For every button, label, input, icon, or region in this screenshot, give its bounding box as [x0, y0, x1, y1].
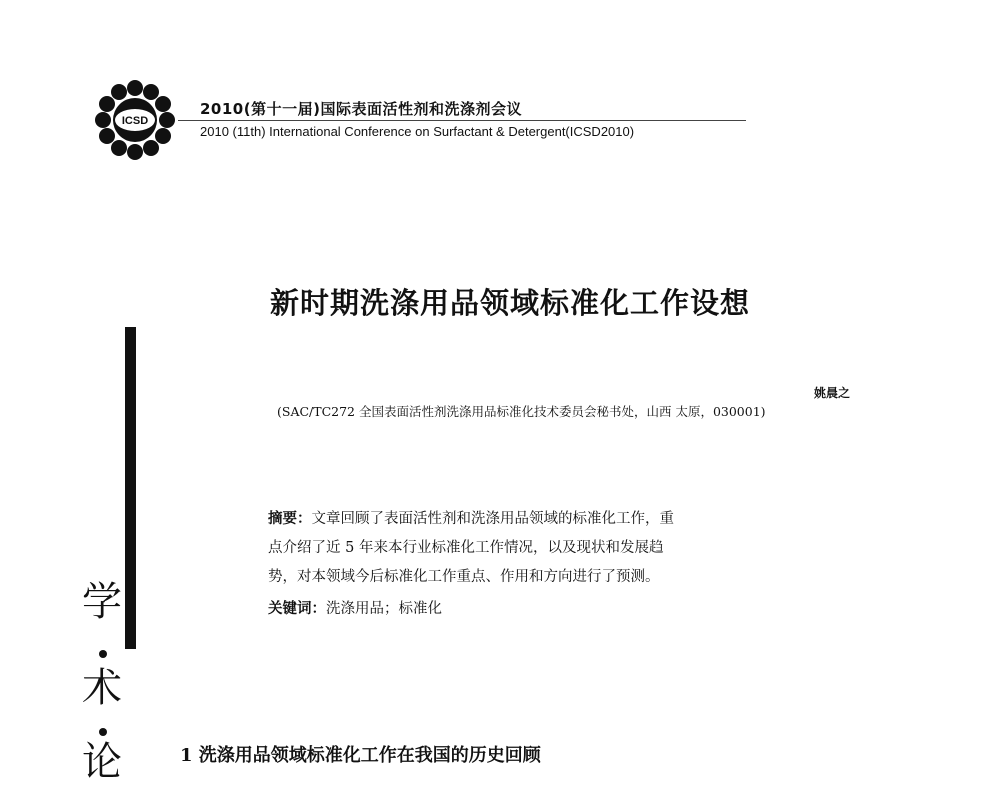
header-rule [178, 120, 746, 121]
sidebar-dot [99, 650, 107, 658]
icsd-logo [93, 78, 177, 162]
sidebar-char-lun: 论 [82, 739, 122, 785]
abstract [268, 504, 778, 592]
keywords-label: 关键词： [268, 600, 326, 617]
paper-author: 姚晨之 [813, 386, 850, 400]
conference-title-cn: 2010(第十一届)国际表面活性剂和洗涤剂会议 [200, 100, 522, 118]
keywords-value: 洗涤用品；标准化 [326, 601, 442, 617]
conference-title-en: 2010 (11th) International Conference on Surfactant & Detergent(ICSD2010) [200, 124, 635, 139]
sidebar-char-shu: 术 [82, 665, 122, 711]
sidebar-dot [99, 728, 107, 736]
paper-affiliation: (SAC/TC272 全国表面活性剂洗涤用品标准化技术委员会秘书处，山西 太原，030001) [277, 404, 766, 419]
logo-label: ICSD [121, 115, 149, 127]
abstract-label: 摘要： [268, 510, 312, 527]
abstract-line-3: 势，对本领域今后标准化工作重点、作用和方向进行了预测。 [268, 569, 660, 585]
section-heading-1: 1 洗涤用品领域标准化工作在我国的历史回顾 [180, 745, 541, 766]
sidebar-bar [125, 327, 136, 649]
sidebar-char-xue: 学 [82, 579, 122, 625]
paper-title: 新时期洗涤用品领域标准化工作设想 [270, 286, 751, 320]
abstract-line-1: 文章回顾了表面活性剂和洗涤用品领域的标准化工作，重 [311, 511, 674, 527]
keywords [268, 597, 442, 618]
abstract-line-2: 点介绍了近 5 年来本行业标准化工作情况，以及现状和发展趋 [268, 540, 664, 556]
